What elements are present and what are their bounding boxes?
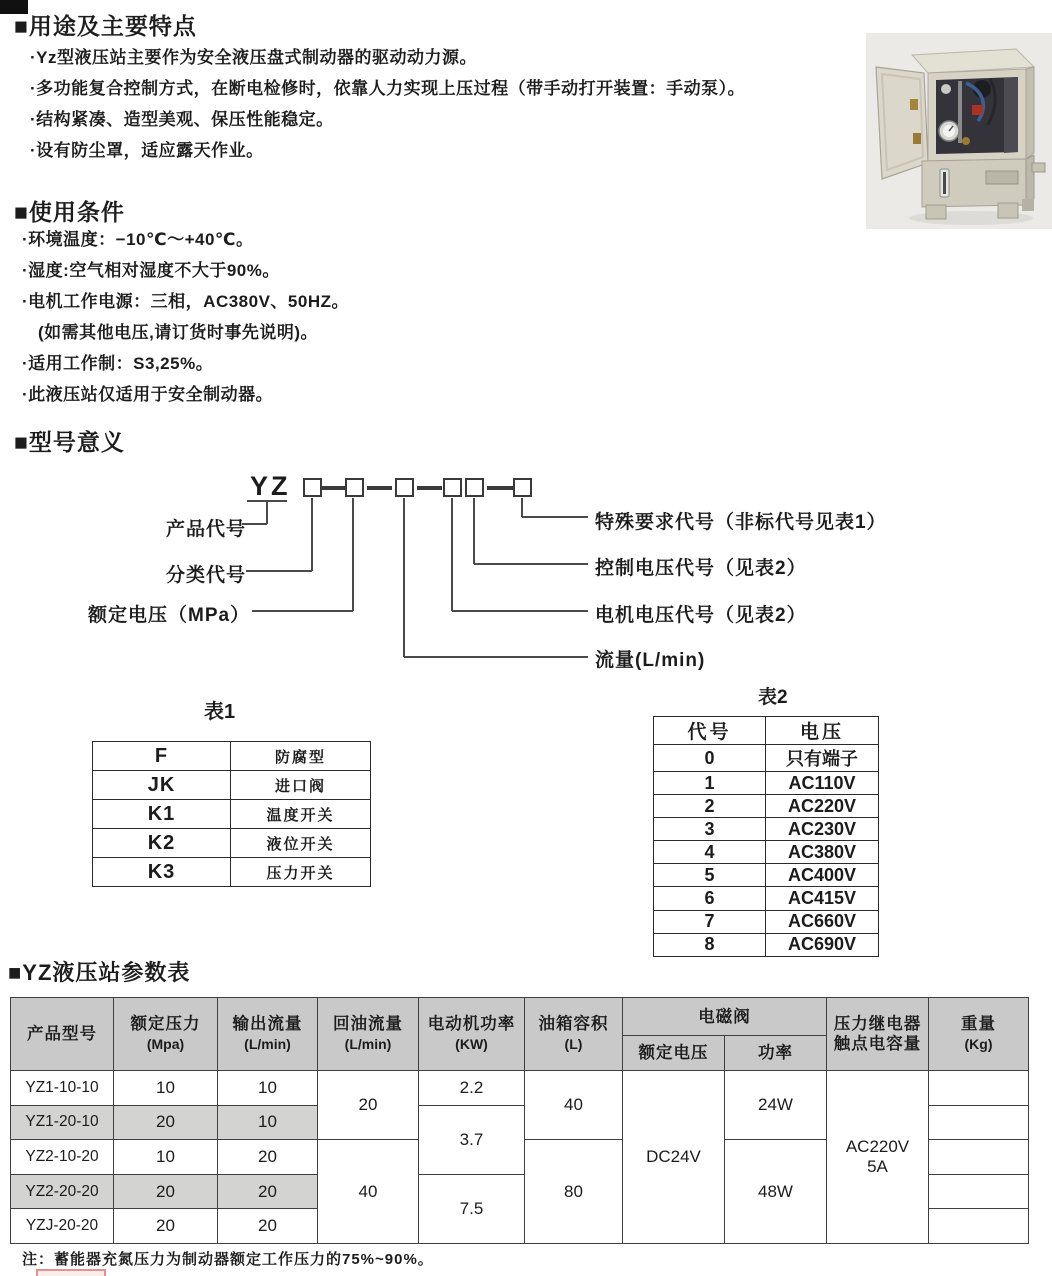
label-class-code: 分类代号 [166, 565, 247, 586]
header-weight: 重量 (Kg) [929, 998, 1029, 1071]
pressure-cell: 20 [114, 1209, 218, 1244]
conditions-section-title: ■使用条件 [14, 199, 125, 225]
label-rated-pressure: 额定电压（MPa） [88, 605, 251, 626]
solenoid-voltage-cell: DC24V [623, 1071, 725, 1244]
model-prefix: YZ [250, 471, 291, 501]
model-box-special-code [513, 478, 532, 497]
return-flow-cell: 40 [318, 1140, 419, 1244]
pressure-cell: 20 [114, 1105, 218, 1140]
condition-item: ·环境温度：−10℃～+40℃。 [22, 230, 254, 249]
model-cell: YZ1-10-10 [11, 1071, 114, 1106]
param-row [11, 1071, 1029, 1106]
table1-code: K1 [93, 800, 231, 829]
table-row [93, 771, 371, 800]
feature-item: ·Yz型液压站主要作为安全液压盘式制动器的驱动动力源。 [30, 48, 477, 67]
pressure-cell: 20 [114, 1174, 218, 1209]
header-pressure: 额定压力 (Mpa) [114, 998, 218, 1071]
table-row [654, 717, 879, 745]
table2-header-voltage: 电压 [766, 717, 879, 745]
table-row [93, 858, 371, 887]
output-flow-cell: 10 [218, 1071, 318, 1106]
condition-item: ·电机工作电源：三相，AC380V、50HZ。 [22, 292, 349, 311]
relay-cell: AC220V 5A [827, 1071, 929, 1244]
condition-item: ·适用工作制：S3,25%。 [22, 354, 214, 373]
table-row [654, 910, 879, 933]
table2-voltage: AC660V [766, 910, 879, 933]
motor-power-cell: 7.5 [419, 1174, 525, 1243]
table1-title: 表1 [204, 701, 236, 723]
model-cell: YZJ-20-20 [11, 1209, 114, 1244]
table-row [93, 800, 371, 829]
table2-voltage: AC415V [766, 887, 879, 910]
features-section-title: ■用途及主要特点 [14, 13, 197, 39]
param-table-title: ■YZ液压站参数表 [8, 960, 191, 985]
table1-meaning: 防腐型 [231, 742, 371, 771]
table-row [654, 818, 879, 841]
model-dash [367, 486, 392, 490]
table2-voltage: 只有端子 [766, 745, 879, 772]
table-row [654, 887, 879, 910]
features-list [30, 42, 745, 166]
model-box-motor-voltage [443, 478, 462, 497]
table2-voltage: AC400V [766, 864, 879, 887]
table1-meaning: 液位开关 [231, 829, 371, 858]
model-section-title: ■型号意义 [14, 429, 125, 455]
model-dash [322, 486, 345, 490]
model-box-rated-pressure [345, 478, 364, 497]
header-product: 产品型号 [11, 998, 114, 1071]
pressure-cell: 10 [114, 1071, 218, 1106]
table1-meaning: 进口阀 [231, 771, 371, 800]
hydraulic-station-photo [866, 33, 1052, 229]
weight-cell-empty [929, 1174, 1029, 1209]
table2-voltage: AC110V [766, 772, 879, 795]
output-flow-cell: 20 [218, 1209, 318, 1244]
model-box-control-voltage [465, 478, 484, 497]
header-solenoid-power: 功率 [725, 1036, 827, 1071]
table-row [93, 829, 371, 858]
conditions-list [22, 224, 349, 410]
header-output-flow: 输出流量 (L/min) [218, 998, 318, 1071]
model-dash [417, 486, 442, 490]
table-note: 注：蓄能器充氮压力为制动器额定工作压力的75%~90%。 [22, 1251, 434, 1268]
model-dash [487, 486, 513, 490]
motor-power-cell: 2.2 [419, 1071, 525, 1106]
table-row [93, 742, 371, 771]
tank-cell: 80 [525, 1140, 623, 1244]
table2-voltage: AC380V [766, 841, 879, 864]
header-motor-power: 电动机功率 (KW) [419, 998, 525, 1071]
table1 [92, 741, 371, 887]
model-box-class-code [303, 478, 322, 497]
table2-code: 5 [654, 864, 766, 887]
header-return-flow: 回油流量 (L/min) [318, 998, 419, 1071]
tank-cell: 40 [525, 1071, 623, 1140]
table2-title: 表2 [758, 687, 788, 708]
table-row [654, 841, 879, 864]
table-row [654, 772, 879, 795]
table1-code: F [93, 742, 231, 771]
header-solenoid: 电磁阀 [623, 998, 827, 1036]
return-flow-cell: 20 [318, 1071, 419, 1140]
table2-code: 3 [654, 818, 766, 841]
table2-header-code: 代号 [654, 717, 766, 745]
table2-code: 8 [654, 933, 766, 956]
table1-code: K3 [93, 858, 231, 887]
table2-voltage: AC220V [766, 795, 879, 818]
table1-code: JK [93, 771, 231, 800]
table2-voltage: AC230V [766, 818, 879, 841]
table2-code: 0 [654, 745, 766, 772]
condition-item: ·此液压站仅适用于安全制动器。 [22, 385, 274, 404]
feature-item: ·结构紧凑、造型美观、保压性能稳定。 [30, 110, 334, 129]
weight-cell-empty [929, 1105, 1029, 1140]
condition-item: ·湿度:空气相对湿度不大于90%。 [22, 261, 280, 280]
header-tank: 油箱容积 (L) [525, 998, 623, 1071]
table1-meaning: 压力开关 [231, 858, 371, 887]
label-control-voltage: 控制电压代号（见表2） [595, 558, 807, 579]
label-motor-voltage: 电机电压代号（见表2） [595, 605, 807, 626]
model-cell: YZ1-20-10 [11, 1105, 114, 1140]
table2-code: 4 [654, 841, 766, 864]
table1-code: K2 [93, 829, 231, 858]
feature-item: ·多功能复合控制方式，在断电检修时，依靠人力实现上压过程（带手动打开装置：手动泵）。 [30, 79, 746, 98]
weight-cell-empty [929, 1209, 1029, 1244]
label-special-code: 特殊要求代号（非标代号见表1） [595, 512, 887, 533]
solenoid-power-cell: 48W [725, 1140, 827, 1244]
cut-off-fragment [36, 1269, 106, 1276]
table-row [654, 864, 879, 887]
table2-code: 7 [654, 910, 766, 933]
output-flow-cell: 20 [218, 1174, 318, 1209]
weight-cell-empty [929, 1071, 1029, 1106]
pressure-cell: 10 [114, 1140, 218, 1175]
table2-code: 1 [654, 772, 766, 795]
table2-code: 6 [654, 887, 766, 910]
solenoid-power-cell: 24W [725, 1071, 827, 1140]
header-relay: 压力继电器触点电容量 [827, 998, 929, 1071]
header-solenoid-voltage: 额定电压 [623, 1036, 725, 1071]
table-row [654, 745, 879, 772]
condition-item: (如需其他电压,请订货时事先说明)。 [38, 323, 319, 342]
output-flow-cell: 10 [218, 1105, 318, 1140]
weight-cell-empty [929, 1140, 1029, 1175]
output-flow-cell: 20 [218, 1140, 318, 1175]
motor-power-cell: 3.7 [419, 1105, 525, 1174]
table2 [653, 716, 879, 957]
table2-voltage: AC690V [766, 933, 879, 956]
hydraulic-station-illustration [866, 33, 1052, 229]
model-box-flow [395, 478, 414, 497]
table1-meaning: 温度开关 [231, 800, 371, 829]
label-flow: 流量(L/min) [595, 650, 706, 671]
model-cell: YZ2-10-20 [11, 1140, 114, 1175]
table-row [654, 933, 879, 956]
model-cell: YZ2-20-20 [11, 1174, 114, 1209]
label-product-code: 产品代号 [166, 519, 247, 540]
table-row [654, 795, 879, 818]
param-header-row [11, 998, 1029, 1036]
feature-item: ·设有防尘罩，适应露天作业。 [30, 141, 264, 160]
param-table [10, 997, 1029, 1244]
table2-code: 2 [654, 795, 766, 818]
